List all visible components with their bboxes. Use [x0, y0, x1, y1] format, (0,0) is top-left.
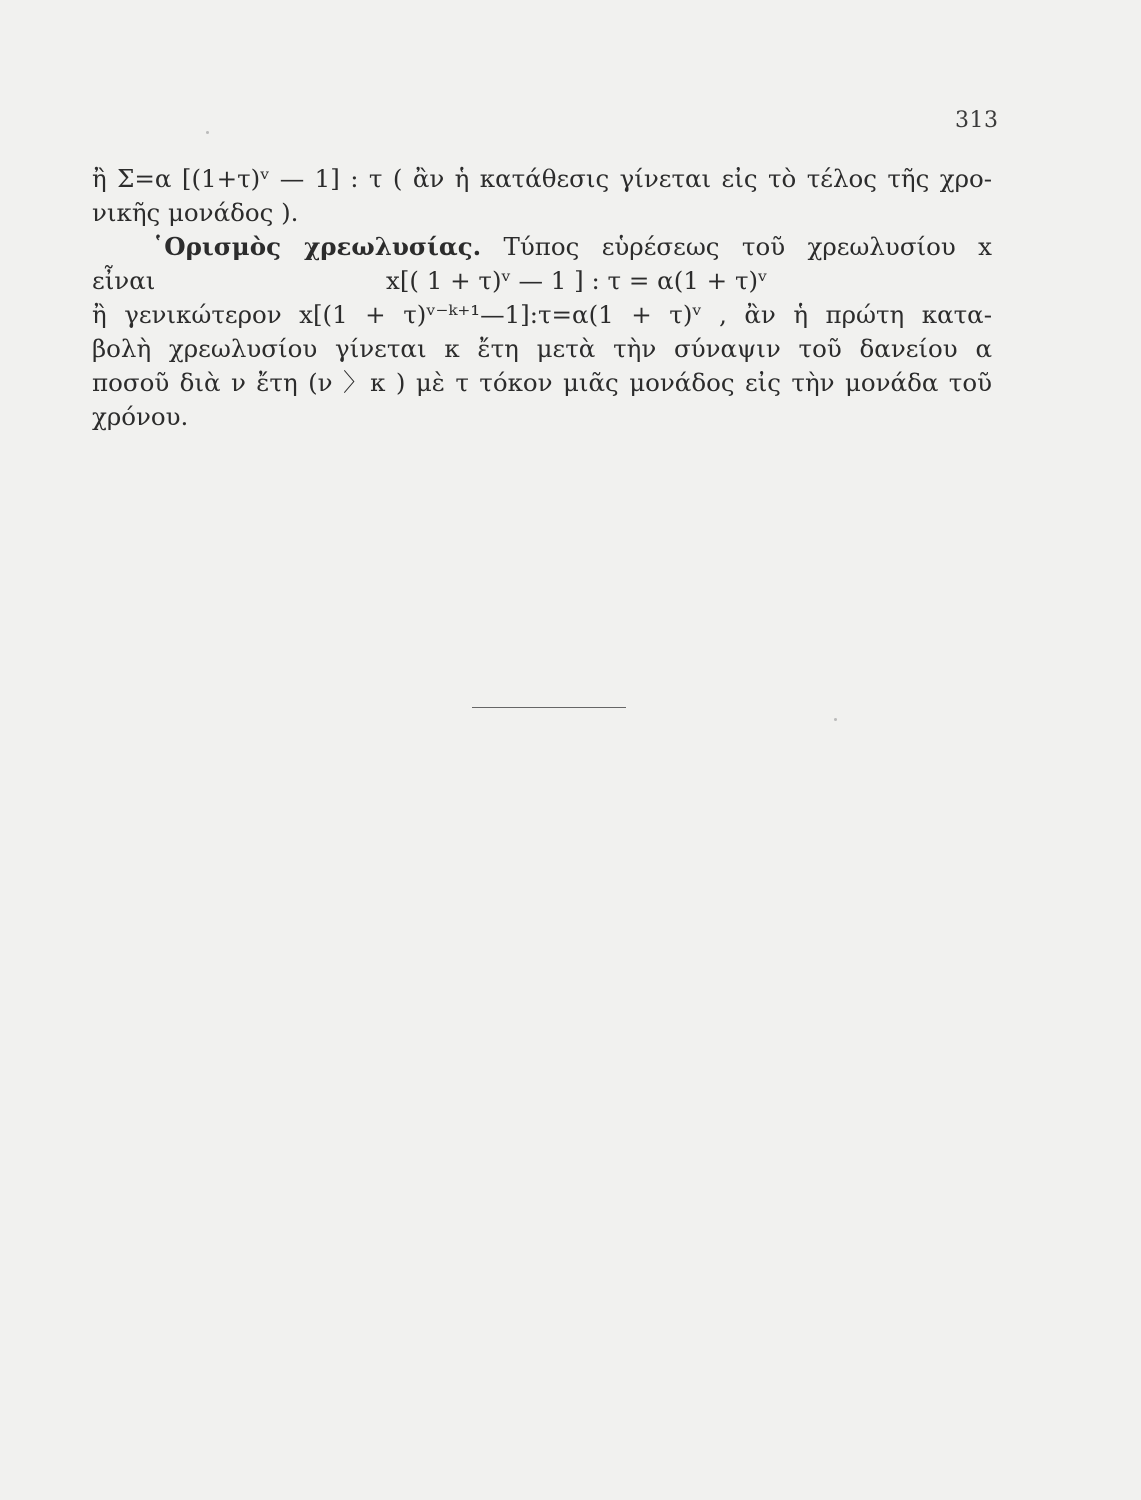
amortization-formula: x[( 1 + τ)ᵛ — 1 ] : τ = α(1 + τ)ᵛ	[386, 266, 768, 295]
formula-line	[92, 264, 992, 298]
body-text	[92, 162, 992, 434]
definition-term: ῾Ορισμὸς χρεωλυσίας.	[152, 232, 482, 261]
text-line-8: χρόνου.	[92, 402, 189, 431]
section-divider	[472, 707, 626, 708]
page-number: 313	[955, 108, 999, 133]
formula-lead-word: εἶναι	[92, 266, 156, 295]
text-line-5: ἢ γενικώτερον x[(1 + τ)ᵛ⁻ᵏ⁺¹—1]:τ=α(1 + τ)ᵛ , ἂν ἡ πρώτη κατα-	[92, 300, 992, 329]
text-line-7: ποσοῦ διὰ ν ἔτη (ν 〉κ ) μὲ τ τόκον μιᾶς μονάδος εἰς τὴν μονάδα τοῦ	[92, 368, 992, 397]
paper-speck	[206, 131, 209, 134]
text-line-1: ἢ Σ=α [(1+τ)ᵛ — 1] : τ ( ἂν ἡ κατάθεσις γίνεται εἰς τὸ τέλος τῆς χρο-	[92, 164, 992, 193]
text-line-2: νικῆς μονάδος ).	[92, 198, 299, 227]
definition-line	[92, 230, 992, 264]
definition-text: Τύπος εὑρέσεως τοῦ χρεωλυσίου x	[481, 232, 992, 261]
text-line-6: βολὴ χρεωλυσίου γίνεται κ ἔτη μετὰ τὴν σύναψιν τοῦ δανείου α	[92, 334, 992, 363]
paper-speck	[834, 718, 837, 721]
